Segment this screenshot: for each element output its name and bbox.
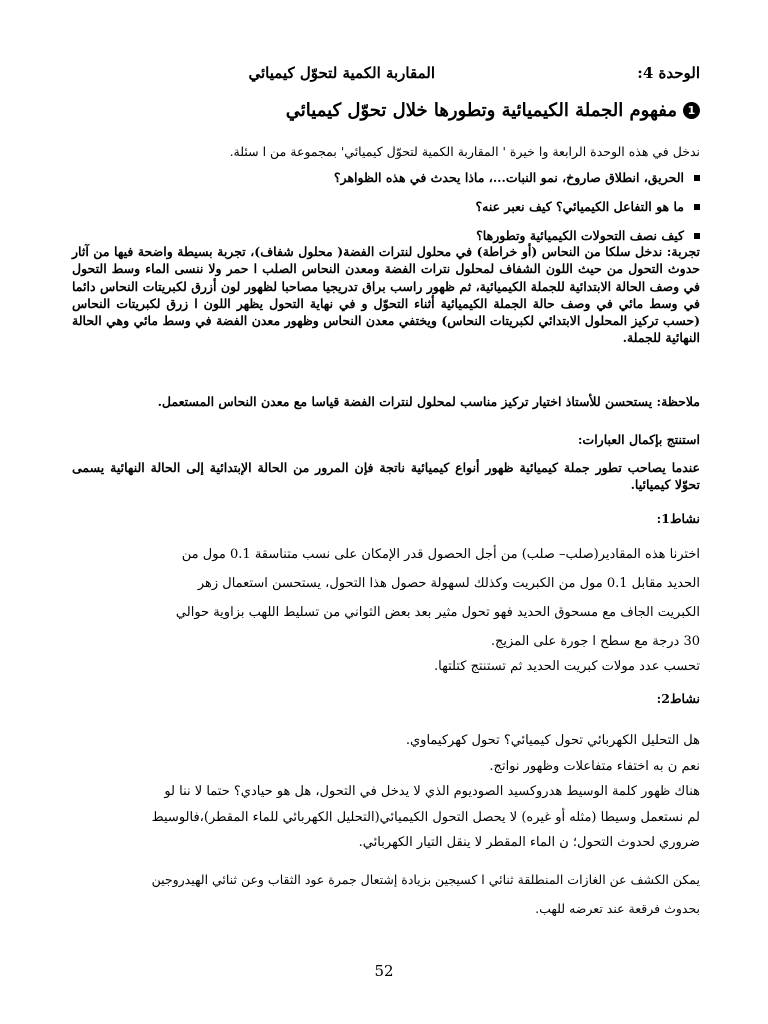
list-item: الحريق، انطلاق صاروخ، نمو النبات...، ماذا يحدث في هذه الظواهر؟ [72, 170, 700, 199]
conclusion-paragraph: عندما يصاحب تطور جملة كيميائية ظهور أنواع كيميائية ناتجة فإن المرور من الحالة الإبتدائية إلى الحالة النهائية يسمى تحوّلا كيميائيا. [72, 460, 700, 492]
paragraph-line: الكبريت الجاف مع مسحوق الحديد فهو تحول مثير بعد بعض الثواني من تسليط اللهب بزاوية حوالي [175, 605, 700, 620]
list-item: ما هو التفاعل الكيميائي؟ كيف نعبر عنه؟ [72, 199, 700, 228]
section-number-icon: 1 [683, 102, 700, 119]
paragraph-line: يمكن الكشف عن الغازات المنطلقة ثنائي ا كسيجين بزيادة إشتعال جمرة عود الثقاب وعن ثنائي الهيدروجين [151, 872, 700, 887]
paragraph-line: بحدوث فرقعة عند تعرضه للهب. [535, 901, 700, 916]
section-heading [72, 100, 700, 121]
note-paragraph: ملاحظة: يستحسن للأستاذ اختيار تركيز مناسب لمحلول لنترات الفضة قياسا مع معدن النحاس المستعمل. [157, 394, 700, 409]
unit-title: المقاربة الكمية لتحوّل كيميائي [248, 64, 435, 82]
page-number: 52 [374, 962, 394, 980]
paragraph-line: لم نستعمل وسيطا (مثله أو غيره) لا يحصل التحول الكيميائي(التحليل الكهربائي للماء المقطر)،فالوسيط [151, 809, 700, 825]
paragraph-line: هناك ظهور كلمة الوسيط هدروكسيد الصوديوم الذي لا يدخل في التحول، هل هو حيادي؟ حتما لا ننا لو [164, 784, 700, 799]
activity1-heading: نشاط1: [656, 511, 700, 526]
unit-header [72, 64, 700, 90]
paragraph-line: 30 درجة مع سطح ا جورة على المزيج. [490, 634, 700, 649]
conclusion-heading: استنتج بإكمال العبارات: [577, 432, 700, 447]
paragraph-line: هل التحليل الكهربائي تحول كيميائي؟ تحول كهركيماوي. [405, 733, 700, 748]
intro-paragraph: ندخل في هذه الوحدة الرابعة وا خيرة ' المقاربة الكمية لتحوّل كيميائي' بمجموعة من ا سئلة. [229, 144, 700, 159]
paragraph-line: الحديد مقابل 0.1 مول من الكبريت وكذلك لسهولة حصول هذا التحول، يستحسن استعمال زهر [197, 576, 700, 591]
list-item: كيف نصف التحولات الكيميائية وتطورها؟ [72, 228, 700, 257]
experiment-paragraph: تجربة: ندخل سلكا من النحاس (أو خراطة) في محلول لنترات الفضة( محلول شفاف)، تجربة بسيطة واضحة فيها من آثار حدوث التحول من حيث اللون الشفاف لمحلول نترات الفضة ومعدن النحاس الصلب ا حمر ولا ننسى الماء وسط التحول في وصف الحالة الابتدائية للجملة الكيميائية، ثم ظهور راسب براق تدريجيا مصاحبا لظهور لون أزرق لكبريتات النحاس دائما في وسط مائي في وصف حالة الجملة الكيميائية أثناء التحوّل و في نهاية التحول يظهر اللون ا زرق لكبريتات النحاس (حسب تركيز المحلول الابتدائي لكبريتات النحاس) ويختفي معدن النحاس وظهور معدن الفضة في وسط مائي وهي الحالة النهائية للجملة. [72, 244, 700, 346]
activity1-paragraph [72, 540, 700, 656]
activity2-extra [72, 865, 700, 923]
activity2-paragraph [72, 728, 700, 856]
paragraph-line: نعم ن به اختفاء متفاعلات وظهور نواتج. [489, 758, 700, 774]
activity2-heading: نشاط2: [656, 691, 700, 706]
section-title: مفهوم الجملة الكيميائية وتطورها خلال تحوّل كيميائي [285, 100, 677, 121]
activity1-question: تحسب عدد مولات كبريت الحديد ثم تستنتج كتلتها. [434, 659, 700, 674]
unit-label: الوحدة 4: [637, 64, 700, 82]
paragraph-line: ضروري لحدوث التحول؛ ن الماء المقطر لا ينقل التيار الكهربائي. [358, 835, 700, 850]
paragraph-line: اخترنا هذه المقادير(صلب– صلب) من أجل الحصول قدر الإمكان على نسب متناسقة 0.1 مول من [181, 547, 700, 562]
